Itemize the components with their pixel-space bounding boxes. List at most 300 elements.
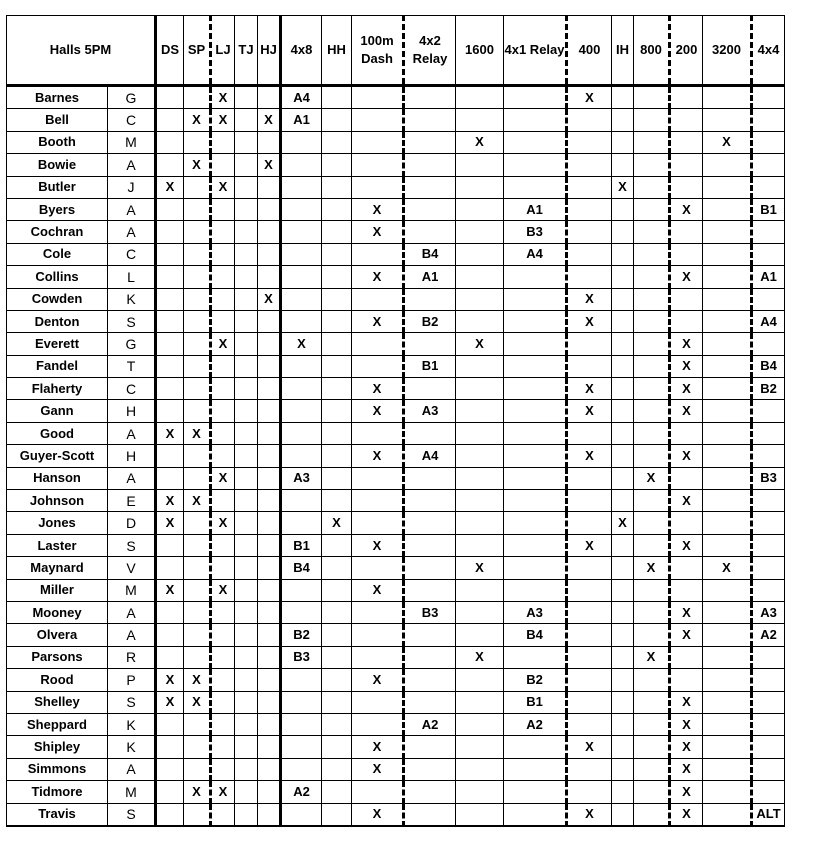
event-cell — [352, 624, 404, 646]
event-cell: A4 — [504, 243, 567, 265]
event-cell — [752, 154, 785, 176]
header-row — [7, 16, 785, 86]
event-cell — [567, 781, 612, 803]
event-cell — [456, 713, 504, 735]
event-cell — [211, 422, 235, 444]
event-cell — [235, 400, 258, 422]
col-header: 3200 — [703, 16, 752, 86]
athlete-initial: A — [108, 154, 156, 176]
event-cell — [567, 422, 612, 444]
event-cell — [612, 266, 634, 288]
event-cell: X — [184, 669, 211, 691]
event-cell — [352, 490, 404, 512]
event-cell: A2 — [752, 624, 785, 646]
event-cell — [504, 378, 567, 400]
event-cell — [504, 467, 567, 489]
event-cell: X — [352, 400, 404, 422]
event-cell: X — [670, 624, 703, 646]
event-cell — [156, 624, 184, 646]
event-cell — [504, 355, 567, 377]
athlete-initial: A — [108, 198, 156, 220]
athlete-initial: M — [108, 579, 156, 601]
event-cell — [258, 86, 281, 109]
event-cell — [211, 601, 235, 623]
event-cell — [322, 221, 352, 243]
table-row — [7, 803, 785, 826]
event-cell — [258, 221, 281, 243]
event-cell — [504, 512, 567, 534]
event-cell — [281, 310, 322, 332]
event-cell: X — [184, 422, 211, 444]
event-cell — [612, 669, 634, 691]
event-cell — [612, 624, 634, 646]
athlete-initial: R — [108, 646, 156, 668]
event-cell — [612, 288, 634, 310]
event-cell — [703, 601, 752, 623]
event-cell — [235, 601, 258, 623]
event-cell — [281, 758, 322, 780]
event-cell — [258, 310, 281, 332]
event-cell — [456, 490, 504, 512]
table-row — [7, 221, 785, 243]
event-cell: A1 — [752, 266, 785, 288]
athlete-initial: K — [108, 713, 156, 735]
event-cell: B3 — [404, 601, 456, 623]
athlete-initial: S — [108, 691, 156, 713]
event-cell — [612, 445, 634, 467]
athlete-last-name: Fandel — [7, 355, 108, 377]
event-cell — [235, 646, 258, 668]
event-cell: X — [670, 736, 703, 758]
event-cell — [258, 467, 281, 489]
event-cell: X — [156, 490, 184, 512]
event-cell — [612, 378, 634, 400]
col-header: HH — [322, 16, 352, 86]
event-cell — [752, 422, 785, 444]
event-cell — [703, 109, 752, 131]
event-cell: X — [156, 176, 184, 198]
event-cell — [612, 490, 634, 512]
event-cell: A4 — [281, 86, 322, 109]
event-cell — [703, 691, 752, 713]
event-cell — [322, 400, 352, 422]
table-row — [7, 557, 785, 579]
athlete-initial: T — [108, 355, 156, 377]
event-cell — [322, 176, 352, 198]
event-cell — [211, 445, 235, 467]
event-cell — [703, 243, 752, 265]
event-cell — [567, 758, 612, 780]
athlete-last-name: Jones — [7, 512, 108, 534]
event-cell — [404, 333, 456, 355]
event-cell: A4 — [752, 310, 785, 332]
sheet-title: Halls 5PM — [7, 16, 156, 86]
event-cell — [258, 713, 281, 735]
table-row — [7, 198, 785, 220]
event-cell — [752, 288, 785, 310]
event-cell — [456, 310, 504, 332]
event-cell — [612, 736, 634, 758]
event-cell — [211, 758, 235, 780]
event-cell — [612, 86, 634, 109]
event-cell — [184, 646, 211, 668]
event-cell — [322, 154, 352, 176]
event-cell: X — [567, 534, 612, 556]
event-cell: X — [211, 512, 235, 534]
event-cell — [404, 736, 456, 758]
event-cell: B3 — [281, 646, 322, 668]
event-cell — [322, 445, 352, 467]
event-cell — [184, 601, 211, 623]
event-cell — [670, 467, 703, 489]
event-cell — [235, 154, 258, 176]
event-cell — [703, 713, 752, 735]
col-header: 400 — [567, 16, 612, 86]
event-cell — [752, 221, 785, 243]
event-cell — [281, 198, 322, 220]
event-cell — [352, 176, 404, 198]
event-cell — [156, 534, 184, 556]
event-cell — [281, 400, 322, 422]
event-cell — [322, 198, 352, 220]
event-cell — [281, 378, 322, 400]
event-cell — [184, 243, 211, 265]
event-cell: X — [670, 803, 703, 826]
event-cell — [352, 288, 404, 310]
event-cell — [404, 288, 456, 310]
event-cell — [752, 243, 785, 265]
athlete-last-name: Cowden — [7, 288, 108, 310]
event-cell — [258, 422, 281, 444]
event-cell: X — [703, 557, 752, 579]
event-cell — [567, 154, 612, 176]
event-cell — [184, 445, 211, 467]
event-cell — [456, 243, 504, 265]
table-row — [7, 467, 785, 489]
event-cell — [670, 579, 703, 601]
event-cell — [281, 266, 322, 288]
event-cell: X — [670, 490, 703, 512]
col-header: 4x4 — [752, 16, 785, 86]
event-cell: X — [156, 422, 184, 444]
event-cell — [504, 579, 567, 601]
athlete-last-name: Bell — [7, 109, 108, 131]
event-cell — [156, 109, 184, 131]
event-cell — [752, 579, 785, 601]
event-cell — [184, 758, 211, 780]
event-cell — [235, 490, 258, 512]
event-cell — [156, 86, 184, 109]
athlete-initial: G — [108, 333, 156, 355]
event-cell — [322, 669, 352, 691]
event-cell — [156, 557, 184, 579]
event-cell — [352, 467, 404, 489]
event-cell — [504, 288, 567, 310]
athlete-last-name: Denton — [7, 310, 108, 332]
event-cell: X — [612, 176, 634, 198]
event-cell — [456, 355, 504, 377]
event-cell — [156, 221, 184, 243]
col-header: 100m Dash — [352, 16, 404, 86]
event-cell: X — [456, 557, 504, 579]
event-cell: X — [567, 445, 612, 467]
event-cell — [612, 758, 634, 780]
event-cell — [670, 557, 703, 579]
event-cell: B4 — [281, 557, 322, 579]
event-cell — [184, 467, 211, 489]
event-cell — [156, 736, 184, 758]
event-cell — [211, 266, 235, 288]
event-cell — [404, 490, 456, 512]
event-cell: X — [184, 691, 211, 713]
event-cell — [184, 512, 211, 534]
event-cell — [258, 490, 281, 512]
athlete-initial: H — [108, 400, 156, 422]
event-cell — [404, 669, 456, 691]
event-cell — [456, 691, 504, 713]
event-cell — [703, 310, 752, 332]
event-cell — [322, 490, 352, 512]
table-row — [7, 86, 785, 109]
event-cell — [612, 355, 634, 377]
event-cell — [211, 691, 235, 713]
event-cell: X — [352, 669, 404, 691]
event-cell — [184, 713, 211, 735]
event-cell — [703, 378, 752, 400]
event-cell — [612, 467, 634, 489]
event-cell — [211, 624, 235, 646]
event-cell — [235, 243, 258, 265]
event-cell — [504, 266, 567, 288]
event-cell — [352, 713, 404, 735]
athlete-last-name: Miller — [7, 579, 108, 601]
event-cell — [258, 557, 281, 579]
event-cell: X — [258, 109, 281, 131]
event-cell — [156, 243, 184, 265]
athlete-last-name: Parsons — [7, 646, 108, 668]
athlete-last-name: Everett — [7, 333, 108, 355]
event-cell — [211, 288, 235, 310]
event-cell: X — [184, 154, 211, 176]
athlete-last-name: Rood — [7, 669, 108, 691]
event-cell — [211, 198, 235, 220]
athlete-last-name: Collins — [7, 266, 108, 288]
event-cell — [156, 198, 184, 220]
table-row — [7, 154, 785, 176]
event-cell — [184, 333, 211, 355]
event-cell — [156, 355, 184, 377]
event-cell — [184, 131, 211, 153]
event-cell — [456, 378, 504, 400]
event-cell — [258, 691, 281, 713]
event-cell — [322, 422, 352, 444]
event-cell — [703, 355, 752, 377]
event-cell — [504, 758, 567, 780]
event-cell — [567, 198, 612, 220]
event-cell — [404, 86, 456, 109]
event-cell — [235, 198, 258, 220]
event-cell — [211, 400, 235, 422]
event-cell — [235, 534, 258, 556]
event-cell — [281, 512, 322, 534]
event-cell — [752, 109, 785, 131]
event-cell — [258, 534, 281, 556]
table-row — [7, 624, 785, 646]
event-cell — [352, 691, 404, 713]
event-cell — [404, 109, 456, 131]
event-cell — [404, 758, 456, 780]
event-cell: X — [670, 400, 703, 422]
event-cell — [322, 467, 352, 489]
event-cell — [184, 534, 211, 556]
event-cell — [752, 669, 785, 691]
athlete-last-name: Tidmore — [7, 781, 108, 803]
event-cell: B3 — [752, 467, 785, 489]
event-cell — [456, 198, 504, 220]
event-cell — [703, 176, 752, 198]
event-cell — [322, 310, 352, 332]
event-cell: X — [352, 310, 404, 332]
event-cell — [404, 154, 456, 176]
athlete-last-name: Bowie — [7, 154, 108, 176]
event-cell — [504, 781, 567, 803]
event-cell — [504, 534, 567, 556]
event-cell — [634, 400, 670, 422]
event-cell — [504, 176, 567, 198]
event-cell: X — [670, 355, 703, 377]
event-cell — [612, 400, 634, 422]
event-cell — [211, 154, 235, 176]
event-cell — [235, 512, 258, 534]
event-cell — [752, 736, 785, 758]
event-cell: X — [184, 490, 211, 512]
event-cell — [258, 669, 281, 691]
event-cell — [670, 86, 703, 109]
table-row — [7, 713, 785, 735]
event-cell — [634, 266, 670, 288]
event-cell — [404, 176, 456, 198]
event-cell — [504, 86, 567, 109]
table-row — [7, 176, 785, 198]
event-cell — [235, 713, 258, 735]
event-cell — [281, 713, 322, 735]
athlete-initial: S — [108, 803, 156, 826]
event-cell — [404, 221, 456, 243]
event-cell — [235, 176, 258, 198]
col-header: HJ — [258, 16, 281, 86]
event-cell: X — [670, 691, 703, 713]
event-cell: X — [352, 378, 404, 400]
event-cell — [612, 243, 634, 265]
event-cell — [404, 422, 456, 444]
event-cell — [211, 646, 235, 668]
event-cell — [322, 691, 352, 713]
event-cell — [235, 669, 258, 691]
event-cell — [322, 601, 352, 623]
event-cell: X — [211, 109, 235, 131]
event-cell — [612, 601, 634, 623]
event-cell: X — [211, 333, 235, 355]
event-cell — [322, 109, 352, 131]
event-cell — [456, 803, 504, 826]
event-cell — [567, 221, 612, 243]
event-cell — [235, 109, 258, 131]
athlete-last-name: Barnes — [7, 86, 108, 109]
event-cell — [456, 422, 504, 444]
event-cell — [703, 512, 752, 534]
athlete-last-name: Cole — [7, 243, 108, 265]
event-cell — [703, 646, 752, 668]
event-cell: B1 — [404, 355, 456, 377]
event-cell: A2 — [281, 781, 322, 803]
event-cell — [211, 243, 235, 265]
event-cell — [504, 422, 567, 444]
event-cell — [184, 736, 211, 758]
event-cell — [634, 355, 670, 377]
event-cell: A2 — [504, 713, 567, 735]
event-cell — [612, 646, 634, 668]
event-cell — [567, 669, 612, 691]
event-cell — [703, 266, 752, 288]
event-cell — [567, 355, 612, 377]
event-cell — [567, 601, 612, 623]
event-cell — [258, 445, 281, 467]
event-cell — [456, 758, 504, 780]
athlete-last-name: Olvera — [7, 624, 108, 646]
athlete-initial: S — [108, 310, 156, 332]
event-cell — [156, 400, 184, 422]
event-cell — [281, 243, 322, 265]
event-cell — [258, 646, 281, 668]
event-cell: X — [670, 534, 703, 556]
event-cell — [235, 579, 258, 601]
event-cell — [567, 691, 612, 713]
event-cell — [235, 445, 258, 467]
event-cell — [456, 669, 504, 691]
event-cell — [184, 266, 211, 288]
athlete-last-name: Shipley — [7, 736, 108, 758]
event-cell — [670, 288, 703, 310]
athlete-last-name: Travis — [7, 803, 108, 826]
event-cell — [456, 176, 504, 198]
event-cell — [322, 86, 352, 109]
event-cell: X — [634, 557, 670, 579]
event-cell — [612, 579, 634, 601]
event-cell: X — [352, 736, 404, 758]
event-cell — [322, 131, 352, 153]
event-cell — [670, 221, 703, 243]
event-cell — [322, 534, 352, 556]
event-cell — [235, 781, 258, 803]
col-header: 800 — [634, 16, 670, 86]
event-cell — [404, 534, 456, 556]
event-cell — [504, 109, 567, 131]
event-cell: B4 — [504, 624, 567, 646]
athlete-initial: E — [108, 490, 156, 512]
event-cell: X — [211, 176, 235, 198]
event-cell — [211, 490, 235, 512]
table-row — [7, 758, 785, 780]
event-cell: X — [184, 109, 211, 131]
event-cell — [612, 781, 634, 803]
event-cell — [634, 243, 670, 265]
event-cell: X — [567, 288, 612, 310]
event-cell: B2 — [504, 669, 567, 691]
athlete-last-name: Good — [7, 422, 108, 444]
event-cell: B2 — [281, 624, 322, 646]
event-cell — [184, 86, 211, 109]
event-cell — [211, 713, 235, 735]
